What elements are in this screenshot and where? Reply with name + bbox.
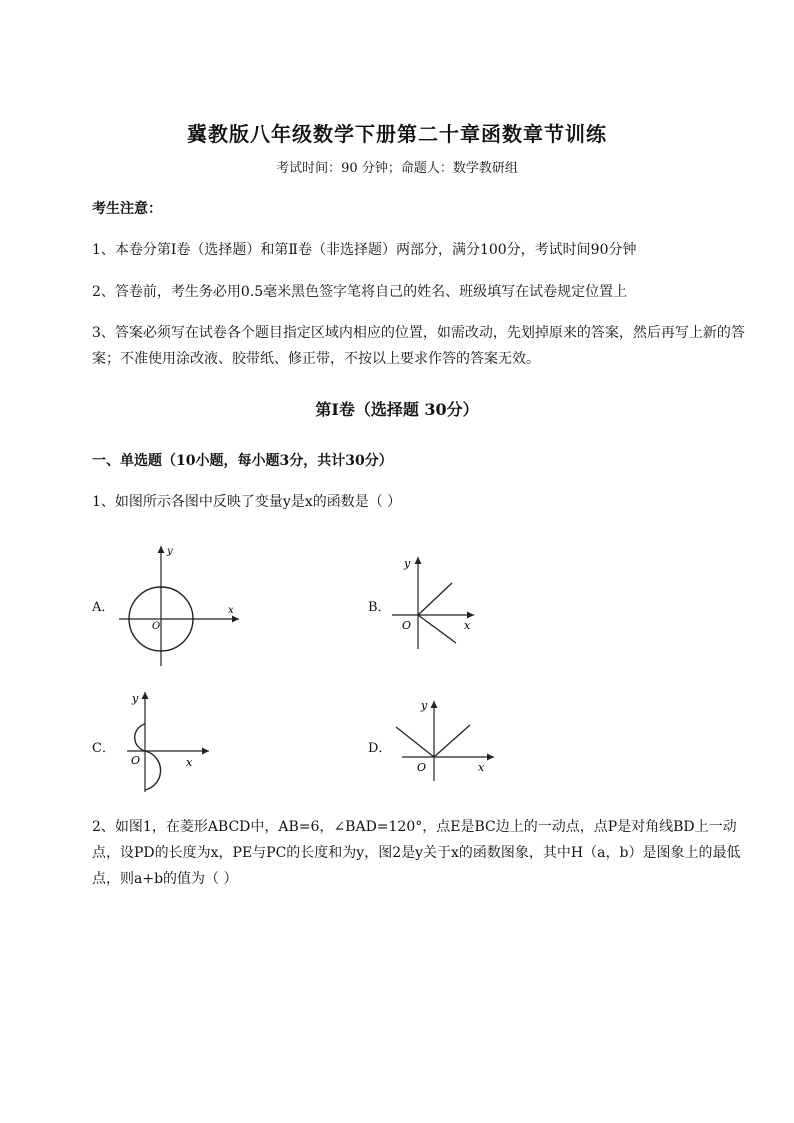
x-axis-label: x (228, 605, 234, 616)
x-axis-label: x (478, 761, 485, 774)
option-a-graph (115, 540, 245, 670)
upper-semicircle (135, 724, 145, 751)
origin-label: O (402, 619, 412, 632)
y-axis-label: y (404, 557, 411, 570)
y-axis-label: y (132, 692, 139, 705)
lower-semicircle (145, 751, 161, 790)
notice-heading: 考生注意： (92, 201, 162, 217)
origin-label: O (417, 761, 427, 774)
option-b-label: B． (368, 600, 391, 615)
option-d-graph (390, 695, 500, 785)
option-b-graph (390, 553, 490, 653)
option-c-label: C． (92, 741, 115, 756)
notice-item-2: 2、答卷前，考生务必用0.5毫米黑色签字笔将自己的姓名、班级填写在试卷规定位置上 (92, 284, 628, 300)
notice-item-3: 3、答案必须写在试卷各个题目指定区域内相应的位置，如需改动，先划掉原来的答案，然后再写上新的答案；不准使用涂改液、胶带纸、修正带，不按以上要求作答的答案无效。 (92, 325, 745, 367)
question-2-text: 2、如图1，在菱形ABCD中，AB=6，∠BAD=120°，点E是BC边上的一动点，点P是对角线BD上一动点，设PD的长度为x，PE与PC的长度和为y，图2是y关于x的函数图象，其中H（a，b）是图象上的最低点，则a+b的值为（ ） (92, 819, 741, 887)
page-title: 冀教版八年级数学下册第二十章函数章节训练 (187, 122, 607, 146)
option-a-label: A． (92, 600, 115, 615)
question-1-text: 1、如图所示各图中反映了变量y是x的函数是（ ） (92, 494, 402, 510)
upper-ray (418, 583, 452, 615)
right-ray (434, 725, 470, 757)
option-c-graph (115, 686, 215, 796)
origin-label: O (131, 754, 141, 767)
origin-label: O (152, 621, 161, 632)
y-axis-label: y (167, 546, 173, 557)
lower-ray (418, 615, 456, 643)
page-subtitle: 考试时间：90 分钟；命题人：数学教研组 (276, 161, 518, 176)
x-axis-label: x (186, 756, 193, 769)
x-axis-label: x (464, 619, 471, 632)
notice-item-1: 1、本卷分第Ⅰ卷（选择题）和第Ⅱ卷（非选择题）两部分，满分100分，考试时间90分钟 (92, 242, 637, 258)
option-d-label: D． (368, 741, 392, 756)
section-title: 第Ⅰ卷（选择题 30分） (315, 400, 479, 419)
y-axis-label: y (421, 699, 428, 712)
left-ray (396, 727, 434, 757)
part-title: 一、单选题（10小题，每小题3分，共计30分） (92, 453, 393, 469)
